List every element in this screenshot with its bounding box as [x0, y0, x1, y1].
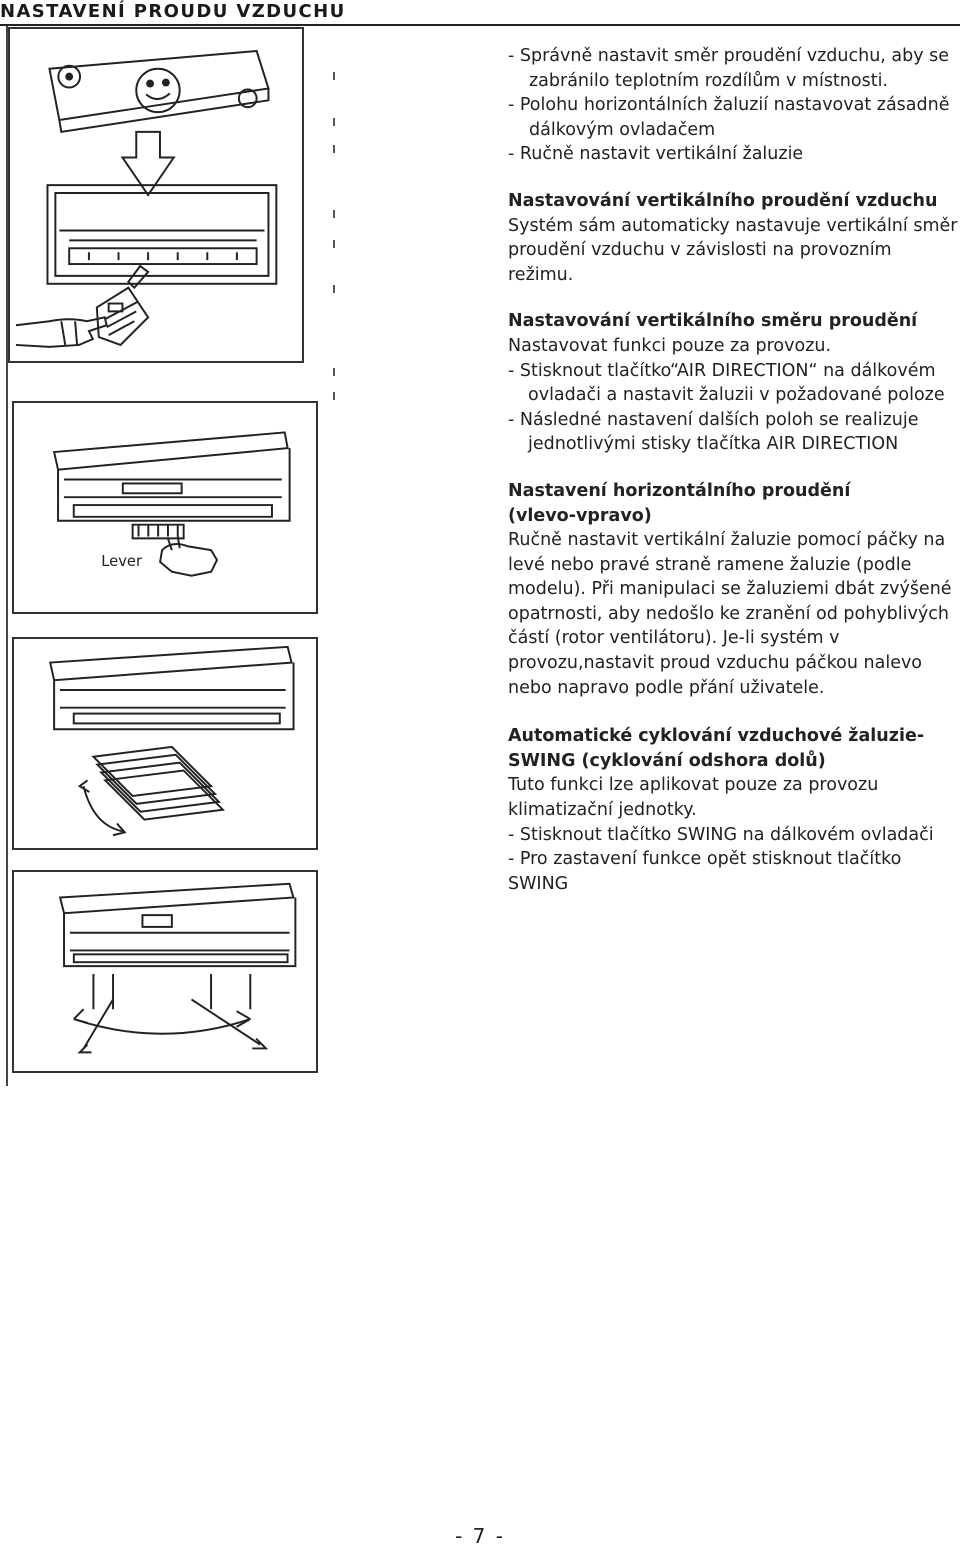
page-number: - 7 -	[455, 1524, 505, 1548]
tick-mark	[333, 210, 335, 218]
tick-mark	[333, 368, 335, 376]
swing-step: - Stisknout tlačítko SWING na dálkovém ovladači	[508, 824, 934, 845]
horizontal-subheading: (vlevo-vpravo)	[508, 505, 652, 526]
tick-mark	[333, 285, 335, 293]
swing-illustration	[14, 872, 316, 1071]
lever-illustration	[14, 403, 316, 612]
intro-bullet: - Ručně nastavit vertikální žaluzie	[508, 144, 804, 165]
swing-heading: Automatické cyklování vzduchové žaluzie-SWING (cyklování odshora dolů)	[508, 726, 925, 771]
title-rule	[0, 24, 960, 26]
vertical-direction-intro: Nastavovat funkci pouze za provozu.	[508, 335, 832, 356]
swing-step: - Pro zastavení funkce opět stisknout tlačítko SWING	[508, 849, 902, 894]
horizontal-heading: Nastavení horizontálního proudění	[508, 480, 851, 501]
tick-mark	[333, 240, 335, 248]
vertical-direction-step: - Následné nastavení dalších poloh se realizuje jednotlivými stisky tlačítka AIR DIRECTION	[508, 409, 919, 455]
figure-unit-remote	[8, 27, 304, 363]
text-column	[508, 44, 958, 896]
vertical-direction-step: - Stisknout tlačítko“AIR DIRECTION“ na dálkovém ovladači a nastavit žaluzii v požadované poloze	[508, 360, 945, 406]
tick-mark	[333, 118, 335, 126]
unit-remote-illustration	[10, 29, 302, 361]
tick-mark	[333, 72, 335, 80]
figure-horizontal-flow	[12, 637, 318, 850]
swing-body: Tuto funkci lze aplikovat pouze za provozu klimatizační jednotky.	[508, 775, 879, 821]
vertical-flow-heading: Nastavování vertikálního proudění vzduchu	[508, 190, 938, 211]
figure-swing	[12, 870, 318, 1073]
vertical-direction-heading: Nastavování vertikálního směru proudění	[508, 311, 918, 332]
intro-bullet: - Správně nastavit směr proudění vzduchu, aby se zabránilo teplotním rozdílům v místnosti.	[508, 46, 950, 91]
horizontal-body: Ručně nastavit vertikální žaluzie pomocí páčky na levé nebo pravé straně ramene žaluzie (podle modelu). Při manipulaci se žaluziemi dbát zvýšené opatrnosti, aby nedošlo ke zranění od pohyblivých částí (rotor ventilátoru). Je-li systém v provozu,nastavit proud vzduchu páčkou nalevo nebo napravo podle přání uživatele.	[508, 530, 952, 698]
figure-lever	[12, 401, 318, 614]
vertical-flow-body: Systém sám automaticky nastavuje vertikální směr proudění vzduchu v závislosti na provozním režimu.	[508, 215, 958, 285]
horizontal-flow-illustration	[14, 639, 316, 848]
tick-mark	[333, 392, 335, 400]
intro-bullet: - Polohu horizontálních žaluzií nastavovat zásadně dálkovým ovladačem	[508, 95, 950, 140]
tick-mark	[333, 145, 335, 153]
lever-label: Lever	[101, 552, 143, 570]
page-title: NASTAVENÍ PROUDU VZDUCHU	[0, 1, 346, 22]
